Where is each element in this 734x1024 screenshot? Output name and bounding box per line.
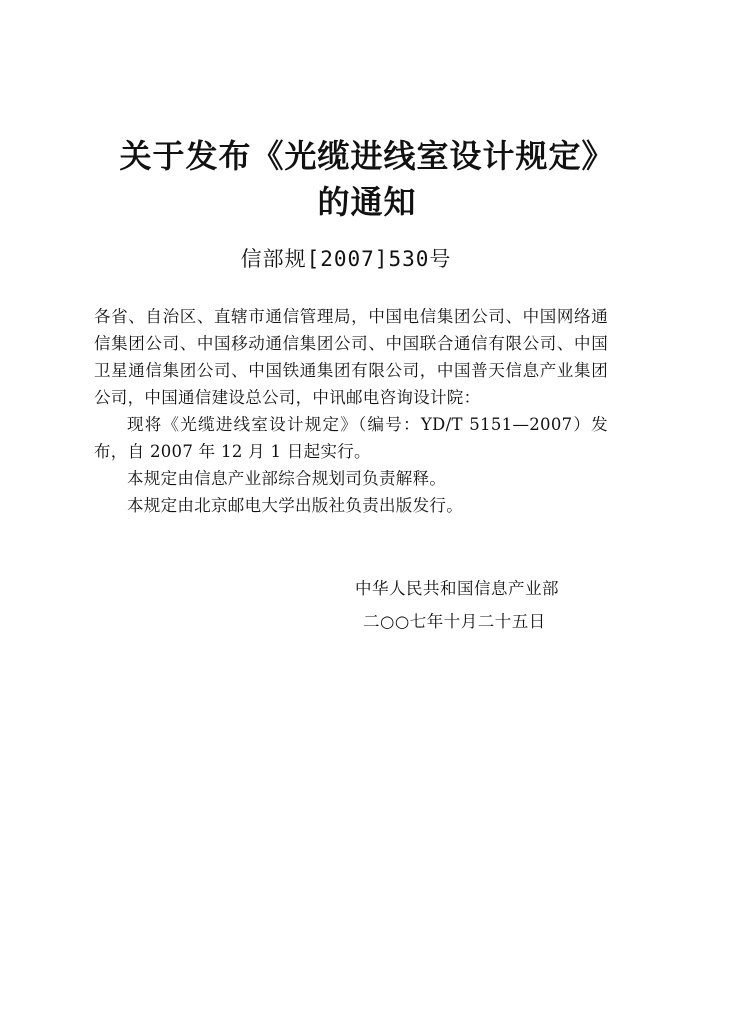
notice-title-line2: 的通知 xyxy=(317,183,417,221)
interpretation-paragraph: 本规定由信息产业部综合规划司负责解释。 xyxy=(127,469,447,488)
document-number: 信部规[2007]530号 xyxy=(240,247,452,271)
publication-paragraph: 现将《光缆进线室设计规定》（编号：YD/T 5151—2007）发布，自 2007 年 12 月 1 日起实行。 xyxy=(94,415,608,461)
publisher-paragraph: 本规定由北京邮电大学出版社负责出版发行。 xyxy=(127,496,463,515)
addressees-paragraph: 各省、自治区、直辖市通信管理局，中国电信集团公司、中国网络通信集团公司、中国移动通信集团公司、中国联合通信有限公司、中国卫星通信集团公司、中国铁通集团有限公司，中国普天信息产业集团公司，中国通信建设总公司，中讯邮电咨询设计院： xyxy=(94,307,608,407)
notice-title-line1: 关于发布《光缆进线室设计规定》 xyxy=(119,137,615,175)
notice-body xyxy=(94,303,608,519)
issue-date: 二○○七年十月二十五日 xyxy=(363,612,546,631)
issuer-signature: 中华人民共和国信息产业部 xyxy=(355,579,559,598)
